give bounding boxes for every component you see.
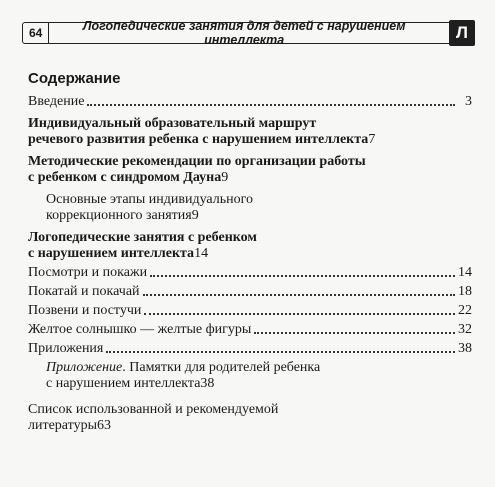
toc-entry-roll[interactable]	[28, 284, 472, 300]
toc-page-number: 18	[458, 284, 472, 299]
leader-dots	[150, 275, 455, 277]
toc-entry-appendix-memo[interactable]	[28, 360, 472, 392]
section-letter-badge: Л	[449, 20, 475, 46]
toc-page-number: 3	[465, 94, 472, 109]
toc-entry-label: Индивидуальный образовательный маршрут	[28, 116, 317, 131]
toc-entry-route[interactable]	[28, 116, 472, 148]
toc-entry-label: Основные этапы индивидуального	[46, 192, 253, 207]
running-header	[22, 19, 472, 47]
toc-entry-label: Методические рекомендации по организации работы	[28, 154, 366, 169]
toc-page-number: 32	[458, 322, 472, 337]
toc-entry-label-cont: с нарушением интеллекта	[46, 376, 201, 391]
toc-entry-label-cont: коррекционного занятия	[46, 208, 192, 223]
toc-entry-label: Логопедические занятия с ребенком	[28, 230, 257, 245]
toc-page-number: 14	[194, 246, 209, 261]
toc-page-number: 22	[458, 303, 472, 318]
toc-entry-label-cont: литературы	[28, 418, 98, 433]
toc-entry-label: Список использованной и рекомендуемой	[28, 402, 279, 417]
page-number: 64	[23, 23, 49, 43]
appendix-title: . Памятки для родителей ребенка	[122, 360, 321, 375]
leader-dots	[143, 294, 455, 296]
toc-entry-references[interactable]	[28, 402, 472, 434]
appendix-label: Приложение	[46, 360, 123, 375]
toc-page-number: 38	[458, 341, 472, 356]
toc-entry-label: Приложения	[28, 341, 104, 356]
toc-entry-lessons[interactable]	[28, 230, 472, 262]
toc-page-number: 14	[458, 265, 472, 280]
toc-page-number: 7	[368, 132, 376, 147]
table-of-contents	[28, 94, 472, 440]
toc-entry-label: Покатай и покачай	[28, 284, 140, 299]
toc-entry-look[interactable]	[28, 265, 472, 281]
toc-entry-stages[interactable]	[28, 192, 472, 224]
toc-entry-label	[46, 360, 472, 376]
toc-entry-sun[interactable]	[28, 322, 472, 338]
toc-page-number: 63	[97, 418, 112, 433]
toc-entry-ring[interactable]	[28, 303, 472, 319]
toc-entry-label: Посмотри и покажи	[28, 265, 148, 280]
leader-dots	[106, 351, 455, 353]
toc-page-number: 9	[221, 170, 229, 185]
toc-page-number: 38	[200, 376, 215, 391]
toc-page-number: 9	[191, 208, 199, 223]
toc-entry-label: Желтое солнышко — желтые фигуры	[28, 322, 252, 337]
toc-entry-label: Введение	[28, 94, 85, 109]
toc-heading: Содержание	[28, 70, 121, 87]
toc-entry-label-cont: речевого развития ребенка с нарушением интеллекта	[28, 132, 369, 147]
toc-entry-intro[interactable]	[28, 94, 472, 110]
leader-dots	[87, 104, 455, 106]
running-title: Логопедические занятия для детей с нарушением интеллекта	[82, 19, 406, 47]
toc-entry-methods[interactable]	[28, 154, 472, 186]
toc-entry-appendices[interactable]	[28, 341, 472, 357]
toc-entry-label-cont: с ребенком с синдромом Дауна	[28, 170, 222, 185]
toc-entry-label: Позвени и постучи	[28, 303, 142, 318]
toc-entry-label-cont: с нарушением интеллекта	[28, 246, 195, 261]
leader-dots	[254, 332, 455, 334]
leader-dots	[144, 313, 455, 315]
